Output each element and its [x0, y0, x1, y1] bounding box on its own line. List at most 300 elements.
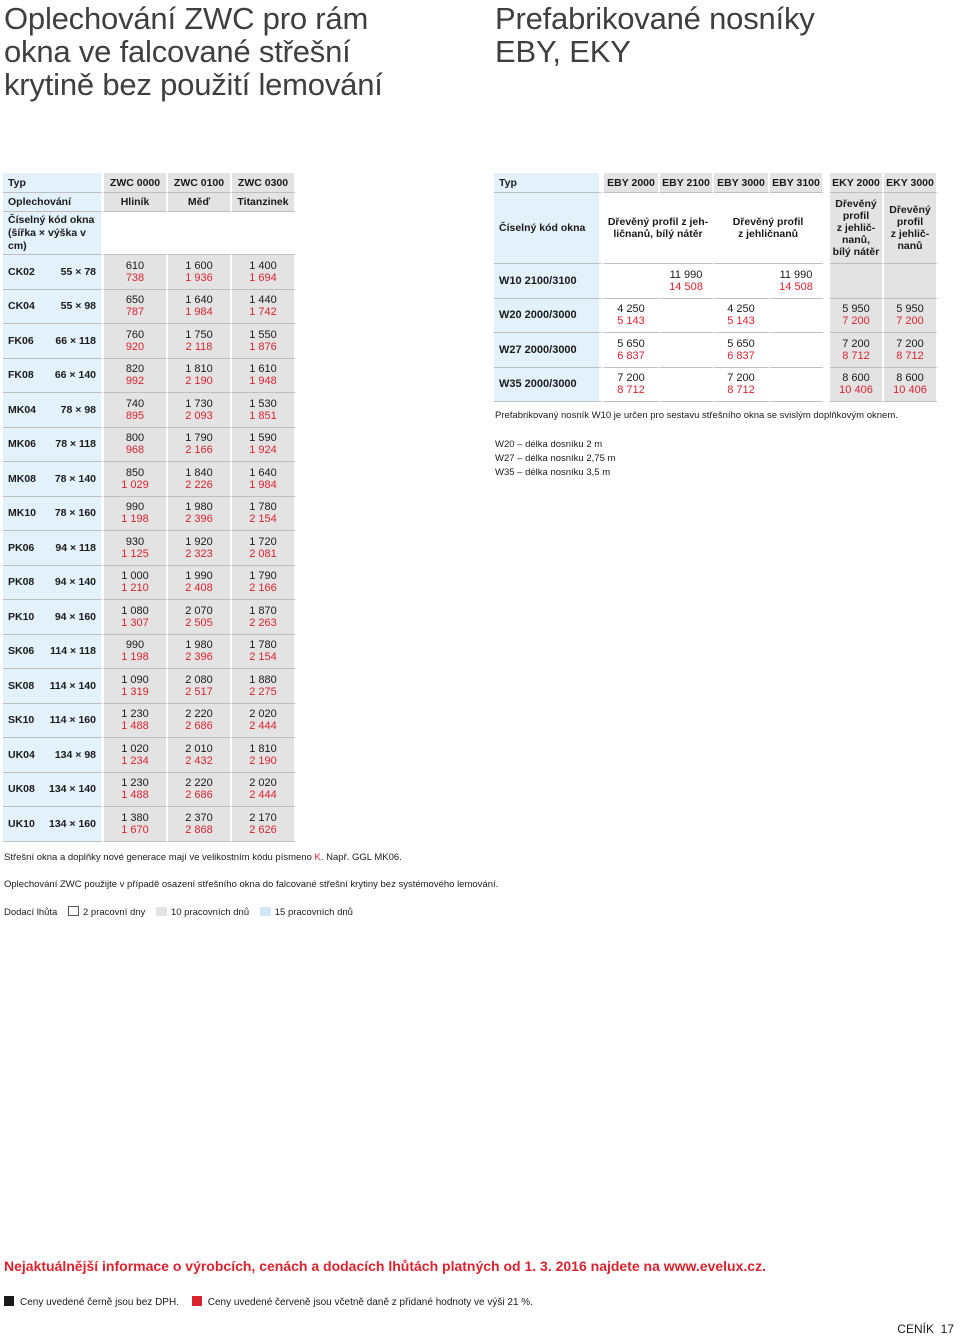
price-with-vat: 1 948 — [249, 375, 277, 388]
price-net: 1 640 — [185, 294, 213, 307]
price-cell — [232, 600, 296, 635]
window-code-cell — [3, 773, 104, 808]
window-size: 134 × 160 — [48, 817, 96, 830]
price-net: 1 380 — [121, 811, 149, 824]
price-cell — [168, 462, 232, 497]
red-price-note: Ceny uvedené červeně jsou včetně daně z přidané hodnoty ve výši 21 %. — [207, 1297, 533, 1308]
legend-item: 10 pracovních dnů — [170, 907, 250, 918]
price-net: 1 980 — [185, 501, 213, 514]
beam-length-line: W35 – délka nosníku 3,5 m — [495, 467, 611, 478]
black-square-icon — [4, 1296, 14, 1306]
price-with-vat: 1 210 — [121, 582, 149, 595]
table-row — [494, 299, 938, 334]
price-with-vat: 1 234 — [121, 754, 149, 767]
price-cell — [232, 290, 296, 325]
price-with-vat: 8 712 — [727, 384, 755, 397]
price-with-vat: 738 — [125, 271, 145, 284]
price-cell — [168, 600, 232, 635]
price-with-vat: 1 198 — [121, 513, 149, 526]
price-with-vat: 7 200 — [896, 315, 924, 328]
price-cell — [168, 738, 232, 773]
table-header-cell: Dřevěný profil z jehlič- nanů, bílý nátěr — [830, 193, 884, 264]
price-with-vat: 2 408 — [185, 582, 213, 595]
window-code: PK06 — [8, 541, 35, 554]
table-row — [3, 497, 296, 532]
price-cell — [168, 531, 232, 566]
legend-item: 2 pracovní dny — [82, 907, 146, 918]
price-net: 1 790 — [249, 570, 277, 583]
note-text: Střešní okna a doplňky nové generace mají ve velikostním kódu písmeno — [4, 852, 315, 863]
legend-swatch-white — [68, 906, 79, 916]
price-with-vat: 5 143 — [617, 315, 645, 328]
price-cell — [168, 704, 232, 739]
table-row — [3, 738, 296, 773]
price-net: 7 200 — [727, 372, 755, 385]
page-title-right — [495, 2, 935, 68]
price-cell — [884, 368, 938, 403]
window-code: UK10 — [8, 817, 35, 830]
window-code: CK04 — [8, 300, 35, 313]
price-cell — [104, 566, 168, 601]
page-footer — [897, 1322, 954, 1336]
table-header-cell: EBY 2000 — [604, 173, 660, 193]
price-with-vat: 14 508 — [669, 280, 703, 293]
price-cell — [884, 264, 938, 299]
price-with-vat: 992 — [125, 375, 145, 388]
price-net: 990 — [125, 639, 145, 652]
price-cell — [168, 428, 232, 463]
price-with-vat: 2 166 — [185, 444, 213, 457]
price-net: 2 020 — [249, 777, 277, 790]
price-net: 1 780 — [249, 639, 277, 652]
window-size: 134 × 98 — [54, 748, 96, 761]
price-with-vat: 8 712 — [896, 349, 924, 362]
price-net: 1 640 — [249, 466, 277, 479]
table-header-cell: EBY 3000 — [714, 173, 770, 193]
price-with-vat: 2 323 — [185, 547, 213, 560]
legend-item: 15 pracovních dnů — [274, 907, 353, 918]
price-with-vat: 787 — [125, 306, 145, 319]
price-net: 1 550 — [249, 328, 277, 341]
price-net: 1 790 — [185, 432, 213, 445]
table-row — [3, 600, 296, 635]
price-cell — [104, 704, 168, 739]
price-with-vat: 10 406 — [839, 384, 873, 397]
price-with-vat: 2 093 — [185, 409, 213, 422]
price-with-vat: 2 263 — [249, 616, 277, 629]
price-net: 11 990 — [779, 268, 813, 281]
price-net: 1 230 — [121, 777, 149, 790]
price-with-vat: 2 505 — [185, 616, 213, 629]
price-with-vat: 2 517 — [185, 685, 213, 698]
window-size: 78 × 160 — [54, 507, 96, 520]
window-code-cell — [3, 462, 104, 497]
price-net: 7 200 — [842, 337, 870, 350]
window-code: FK08 — [8, 369, 34, 382]
price-with-vat: 1 307 — [121, 616, 149, 629]
price-cell — [232, 566, 296, 601]
price-cell — [770, 333, 824, 368]
window-size: 94 × 140 — [54, 576, 96, 589]
window-code-cell — [3, 255, 104, 290]
table-header-cell: Dřevěný profil z jehlič- nanů — [884, 193, 938, 264]
title-line: Oplechování ZWC pro rám — [4, 1, 369, 36]
table-row — [3, 393, 296, 428]
price-with-vat: 6 837 — [727, 349, 755, 362]
price-net: 1 610 — [249, 363, 277, 376]
price-with-vat: 2 166 — [249, 582, 277, 595]
table-header-cell: Typ — [494, 173, 604, 193]
price-cell — [168, 635, 232, 670]
price-with-vat: 5 143 — [727, 315, 755, 328]
window-code: PK08 — [8, 576, 35, 589]
price-net: 1 730 — [185, 397, 213, 410]
price-with-vat: 2 444 — [249, 720, 277, 733]
table-row — [3, 462, 296, 497]
price-with-vat: 2 154 — [249, 651, 277, 664]
w10-note: Prefabrikovaný nosník W10 je určen pro sestavu střešního okna se svislým doplňkovým oknem. — [495, 410, 898, 421]
price-cell — [232, 255, 296, 290]
price-with-vat: 2 396 — [185, 513, 213, 526]
table-row — [3, 669, 296, 704]
table-row — [3, 531, 296, 566]
window-code-cell — [3, 807, 104, 842]
price-net: 7 200 — [896, 337, 924, 350]
window-size: 94 × 118 — [55, 541, 96, 554]
price-with-vat: 968 — [125, 444, 145, 457]
price-with-vat: 1 742 — [249, 306, 277, 319]
price-cell — [660, 264, 714, 299]
price-net: 740 — [125, 397, 145, 410]
price-cell — [604, 368, 660, 403]
price-net: 1 590 — [249, 432, 277, 445]
price-net: 5 650 — [727, 337, 755, 350]
price-net: 1 230 — [121, 708, 149, 721]
table-row — [3, 773, 296, 808]
title-line: krytině bez použití lemování — [4, 67, 383, 102]
page-title-left — [4, 2, 444, 101]
price-net: 7 200 — [617, 372, 645, 385]
window-code: PK10 — [8, 610, 35, 623]
price-cell — [830, 299, 884, 334]
table-cell — [232, 212, 296, 255]
table-row — [3, 255, 296, 290]
price-cell — [168, 255, 232, 290]
header-line: Číselný kód okna — [8, 213, 95, 226]
window-code: MK06 — [8, 438, 37, 451]
price-with-vat: 2 154 — [249, 513, 277, 526]
legend-label: Dodací lhůta — [4, 907, 58, 918]
price-cell — [714, 333, 770, 368]
beam-lengths — [495, 438, 615, 480]
price-net: 1 000 — [121, 570, 149, 583]
price-with-vat: 2 432 — [185, 754, 213, 767]
window-code-cell: W10 2100/3100 — [494, 264, 604, 299]
window-code: UK04 — [8, 748, 35, 761]
window-code-cell — [3, 324, 104, 359]
price-cell — [232, 807, 296, 842]
price-net: 1 870 — [249, 604, 277, 617]
red-square-icon — [192, 1296, 202, 1306]
table-row — [3, 290, 296, 325]
table-header-cell: Hliník — [104, 193, 168, 212]
price-cell — [104, 462, 168, 497]
price-net: 990 — [125, 501, 145, 514]
window-code: FK06 — [8, 334, 34, 347]
price-cell — [770, 299, 824, 334]
table-header-cell: Číselný kód okna — [494, 193, 604, 264]
price-cell — [770, 368, 824, 403]
price-cell — [830, 264, 884, 299]
price-cell — [104, 600, 168, 635]
price-with-vat: 895 — [125, 409, 145, 422]
price-net: 1 990 — [185, 570, 213, 583]
price-cell — [232, 531, 296, 566]
price-net: 1 780 — [249, 501, 277, 514]
window-size: 78 × 98 — [60, 403, 96, 416]
window-code: SK06 — [8, 645, 35, 658]
price-cell — [104, 359, 168, 394]
price-with-vat: 2 226 — [185, 478, 213, 491]
price-net: 1 980 — [185, 639, 213, 652]
table-header-cell: EBY 2100 — [660, 173, 714, 193]
price-cell — [714, 299, 770, 334]
price-cell — [830, 368, 884, 403]
price-net: 1 840 — [185, 466, 213, 479]
price-net: 850 — [125, 466, 145, 479]
price-net: 2 220 — [185, 777, 213, 790]
price-cell — [714, 368, 770, 403]
price-with-vat: 2 686 — [185, 789, 213, 802]
title-line: EBY, EKY — [495, 34, 631, 69]
price-net: 820 — [125, 363, 145, 376]
window-size: 66 × 140 — [54, 369, 96, 382]
price-cell — [168, 290, 232, 325]
table-row — [3, 566, 296, 601]
page-label: CENÍK — [897, 1322, 934, 1336]
price-cell — [232, 393, 296, 428]
price-with-vat: 2 118 — [185, 340, 213, 353]
window-size: 78 × 118 — [55, 438, 96, 451]
price-cell — [232, 635, 296, 670]
price-net: 4 250 — [617, 303, 645, 316]
price-with-vat: 1 936 — [185, 271, 213, 284]
price-net: 1 880 — [249, 673, 277, 686]
price-net: 2 170 — [249, 811, 277, 824]
table-header-cell: Dřevěný profil z jeh- ličnanů, bílý nátěr — [604, 193, 714, 264]
legend-swatch-grey — [156, 907, 167, 916]
price-with-vat: 10 406 — [893, 384, 927, 397]
price-net: 1 400 — [249, 259, 277, 272]
window-code-cell — [3, 669, 104, 704]
table-row — [3, 359, 296, 394]
price-cell — [604, 264, 660, 299]
price-cell — [104, 290, 168, 325]
price-cell — [232, 497, 296, 532]
window-size: 78 × 140 — [54, 472, 96, 485]
price-with-vat: 1 125 — [121, 547, 149, 560]
window-code-cell — [3, 704, 104, 739]
window-code-cell — [3, 635, 104, 670]
price-cell — [104, 428, 168, 463]
table-header-cell: Typ — [3, 173, 104, 193]
price-net: 5 950 — [842, 303, 870, 316]
window-code-cell — [3, 531, 104, 566]
price-cell — [232, 359, 296, 394]
price-net: 5 650 — [617, 337, 645, 350]
price-net: 2 220 — [185, 708, 213, 721]
price-with-vat: 7 200 — [842, 315, 870, 328]
price-net: 1 750 — [185, 328, 213, 341]
price-cell — [104, 255, 168, 290]
window-size: 94 × 160 — [54, 610, 96, 623]
price-net: 1 530 — [249, 397, 277, 410]
price-net: 2 010 — [185, 742, 213, 755]
price-with-vat: 1 670 — [121, 823, 149, 836]
table-header-cell: EBY 3100 — [770, 173, 824, 193]
window-code: SK08 — [8, 679, 35, 692]
price-net: 1 080 — [121, 604, 149, 617]
price-cell — [168, 393, 232, 428]
price-with-vat: 1 029 — [121, 478, 149, 491]
window-code-cell — [3, 738, 104, 773]
title-line: Prefabrikované nosníky — [495, 1, 815, 36]
price-net: 1 020 — [121, 742, 149, 755]
price-net: 800 — [125, 432, 145, 445]
table-header-cell: Titanzinek — [232, 193, 296, 212]
price-with-vat: 2 396 — [185, 651, 213, 664]
price-with-vat: 14 508 — [779, 280, 813, 293]
price-with-vat: 1 924 — [249, 444, 277, 457]
price-net: 610 — [125, 259, 145, 272]
price-net: 2 020 — [249, 708, 277, 721]
price-with-vat: 2 868 — [185, 823, 213, 836]
price-with-vat: 2 275 — [249, 685, 277, 698]
price-cell — [168, 497, 232, 532]
window-size: 114 × 118 — [50, 645, 96, 658]
table-header-cell: EKY 2000 — [830, 173, 884, 193]
price-with-vat: 2 081 — [249, 547, 277, 560]
new-generation-note — [4, 852, 402, 863]
price-net: 11 990 — [669, 268, 703, 281]
window-size: 66 × 118 — [55, 334, 96, 347]
title-line: okna ve falcované střešní — [4, 34, 351, 69]
table-header-cell: Oplechování — [3, 193, 104, 212]
table-header-cell: ZWC 0100 — [168, 173, 232, 193]
zwc-usage-note: Oplechování ZWC použijte v případě osazení střešního okna do falcované střešní krytiny bez systémového lemování. — [4, 879, 499, 890]
price-with-vat: 8 712 — [842, 349, 870, 362]
price-cell — [660, 368, 714, 403]
window-code: MK08 — [8, 472, 37, 485]
footer-info-line: Nejaktuálnější informace o výrobcích, cenách a dodacích lhůtách platných od 1. 3. 2016 najdete na www.evelux.cz. — [4, 1258, 766, 1274]
price-cell — [168, 566, 232, 601]
window-code-cell: W20 2000/3000 — [494, 299, 604, 334]
price-cell — [104, 324, 168, 359]
window-code-cell — [3, 566, 104, 601]
price-net: 2 070 — [185, 604, 213, 617]
page-number: 17 — [940, 1322, 954, 1336]
price-cell — [104, 807, 168, 842]
table-cell — [104, 212, 168, 255]
price-cell — [104, 497, 168, 532]
price-cell — [232, 669, 296, 704]
eby-price-table — [494, 173, 938, 402]
window-code-cell: W27 2000/3000 — [494, 333, 604, 368]
window-code-cell — [3, 497, 104, 532]
window-code: CK02 — [8, 265, 35, 278]
price-net: 1 810 — [185, 363, 213, 376]
price-with-vat: 8 712 — [617, 384, 645, 397]
window-code-cell — [3, 600, 104, 635]
price-with-vat: 1 851 — [249, 409, 277, 422]
table-row — [494, 333, 938, 368]
table-row — [3, 704, 296, 739]
table-header-cell: ZWC 0000 — [104, 173, 168, 193]
price-net: 4 250 — [727, 303, 755, 316]
price-net: 650 — [125, 294, 145, 307]
price-with-vat: 1 488 — [121, 789, 149, 802]
window-size: 134 × 140 — [48, 783, 96, 796]
price-cell — [884, 333, 938, 368]
beam-length-line: W27 – délka nosníku 2,75 m — [495, 453, 616, 464]
price-cell — [168, 773, 232, 808]
price-with-vat: 2 626 — [249, 823, 277, 836]
price-cell — [660, 299, 714, 334]
window-size: 55 × 78 — [60, 265, 96, 278]
price-cell — [104, 635, 168, 670]
price-cell — [604, 333, 660, 368]
price-cell — [168, 359, 232, 394]
price-with-vat: 1 984 — [249, 478, 277, 491]
window-code: MK04 — [8, 403, 37, 416]
zwc-price-table — [3, 173, 296, 842]
table-row — [3, 428, 296, 463]
price-cell — [104, 393, 168, 428]
price-with-vat: 6 837 — [617, 349, 645, 362]
price-cell — [104, 531, 168, 566]
price-cell — [168, 324, 232, 359]
price-net: 2 080 — [185, 673, 213, 686]
price-with-vat: 2 190 — [249, 754, 277, 767]
price-cell — [660, 333, 714, 368]
price-cell — [232, 738, 296, 773]
price-net: 8 600 — [896, 372, 924, 385]
price-cell — [232, 428, 296, 463]
price-legend — [4, 1296, 533, 1308]
price-net: 1 600 — [185, 259, 213, 272]
table-header-cell — [3, 212, 104, 255]
price-with-vat: 1 319 — [121, 685, 149, 698]
table-header-cell: Dřevěný profil z jehličnanů — [714, 193, 824, 264]
window-code: MK10 — [8, 507, 37, 520]
legend-swatch-blue — [260, 907, 271, 916]
price-cell — [232, 324, 296, 359]
price-net: 1 720 — [249, 535, 277, 548]
price-with-vat: 1 876 — [249, 340, 277, 353]
beam-length-line: W20 – délka dosníku 2 m — [495, 439, 603, 450]
window-code-cell — [3, 290, 104, 325]
delivery-legend — [4, 906, 353, 918]
price-net: 2 370 — [185, 811, 213, 824]
price-with-vat: 2 444 — [249, 789, 277, 802]
price-net: 5 950 — [896, 303, 924, 316]
price-cell — [714, 264, 770, 299]
price-cell — [884, 299, 938, 334]
price-with-vat: 2 190 — [185, 375, 213, 388]
table-header-cell: ZWC 0300 — [232, 173, 296, 193]
price-net: 1 920 — [185, 535, 213, 548]
price-with-vat: 2 686 — [185, 720, 213, 733]
